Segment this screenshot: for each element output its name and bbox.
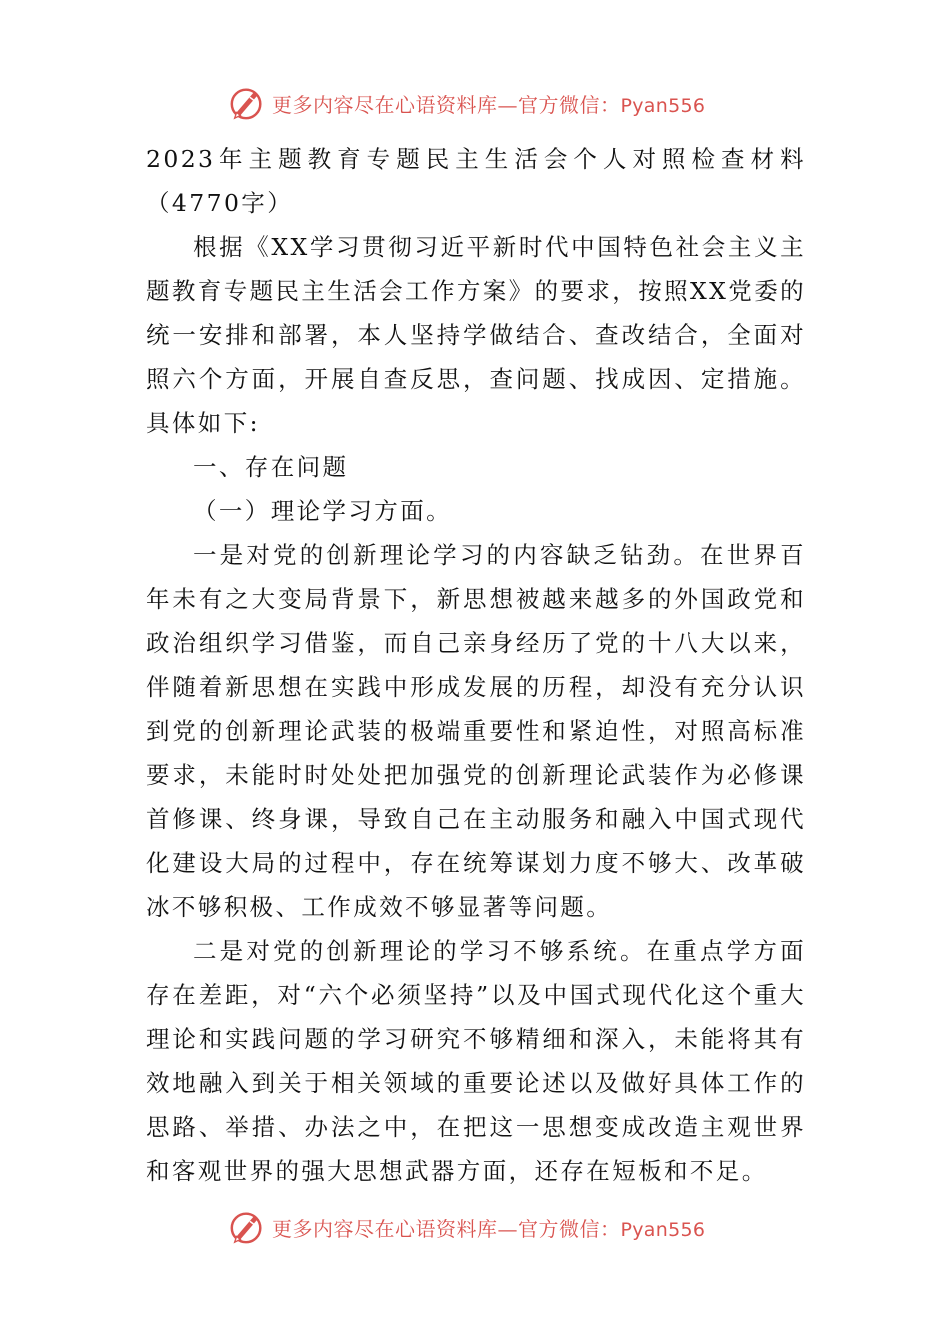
paragraph-point-one: 一是对党的创新理论学习的内容缺乏钻劲。在世界百年未有之大变局背景下，新思想被越来越多的外国政党和政治组织学习借鉴，而自己亲身经历了党的十八大以来，伴随着新思想在实践中形成发展的历程，却没有充分认识到党的创新理论武装的极端重要性和紧迫性，对照高标准要求，未能时时处处把加强党的创新理论武装作为必修课首修课、终身课，导致自己在主动服务和融入中国式现代化建设大局的过程中，存在统筹谋划力度不够大、改革破冰不够积极、工作成效不够显著等问题。 xyxy=(146,541,806,921)
watermark-text: 更多内容尽在心语资料库—官方微信：Pyan556 xyxy=(272,92,706,117)
paragraph-point-two: 二是对党的创新理论的学习不够系统。在重点学方面存在差距，对“六个必须坚持”以及中国式现代化这个重大理论和实践问题的学习研究不够精细和深入，未能将其有效地融入到关于相关领域的重要论述以及做好具体工作的思路、举措、办法之中，在把这一思想变成改造主观世界和客观世界的强大思想武器方面，还存在短板和不足。 xyxy=(146,937,806,1185)
pen-circle-icon xyxy=(228,1208,266,1246)
watermark-handle: Pyan556 xyxy=(620,94,706,117)
subsection-heading: （一）理论学习方面。 xyxy=(193,497,452,525)
paragraph-intro: 根据《XX学习贯彻习近平新时代中国特色社会主义主题教育专题民主生活会工作方案》的要求，按照XX党委的统一安排和部署，本人坚持学做结合、查改结合，全面对照六个方面，开展自查反思，查问题、找成因、定措施。具体如下: xyxy=(146,233,806,437)
document-body xyxy=(146,137,806,1193)
watermark-handle: Pyan556 xyxy=(620,1218,706,1241)
pen-circle-icon xyxy=(228,84,266,122)
section-heading: 一、存在问题 xyxy=(193,453,349,481)
footer-watermark-banner xyxy=(228,1207,705,1247)
watermark-text: 更多内容尽在心语资料库—官方微信：Pyan556 xyxy=(272,1216,706,1241)
document-title: 2023年主题教育专题民主生活会个人对照检查材料（4770字） xyxy=(146,145,806,217)
header-watermark-banner xyxy=(228,83,705,123)
